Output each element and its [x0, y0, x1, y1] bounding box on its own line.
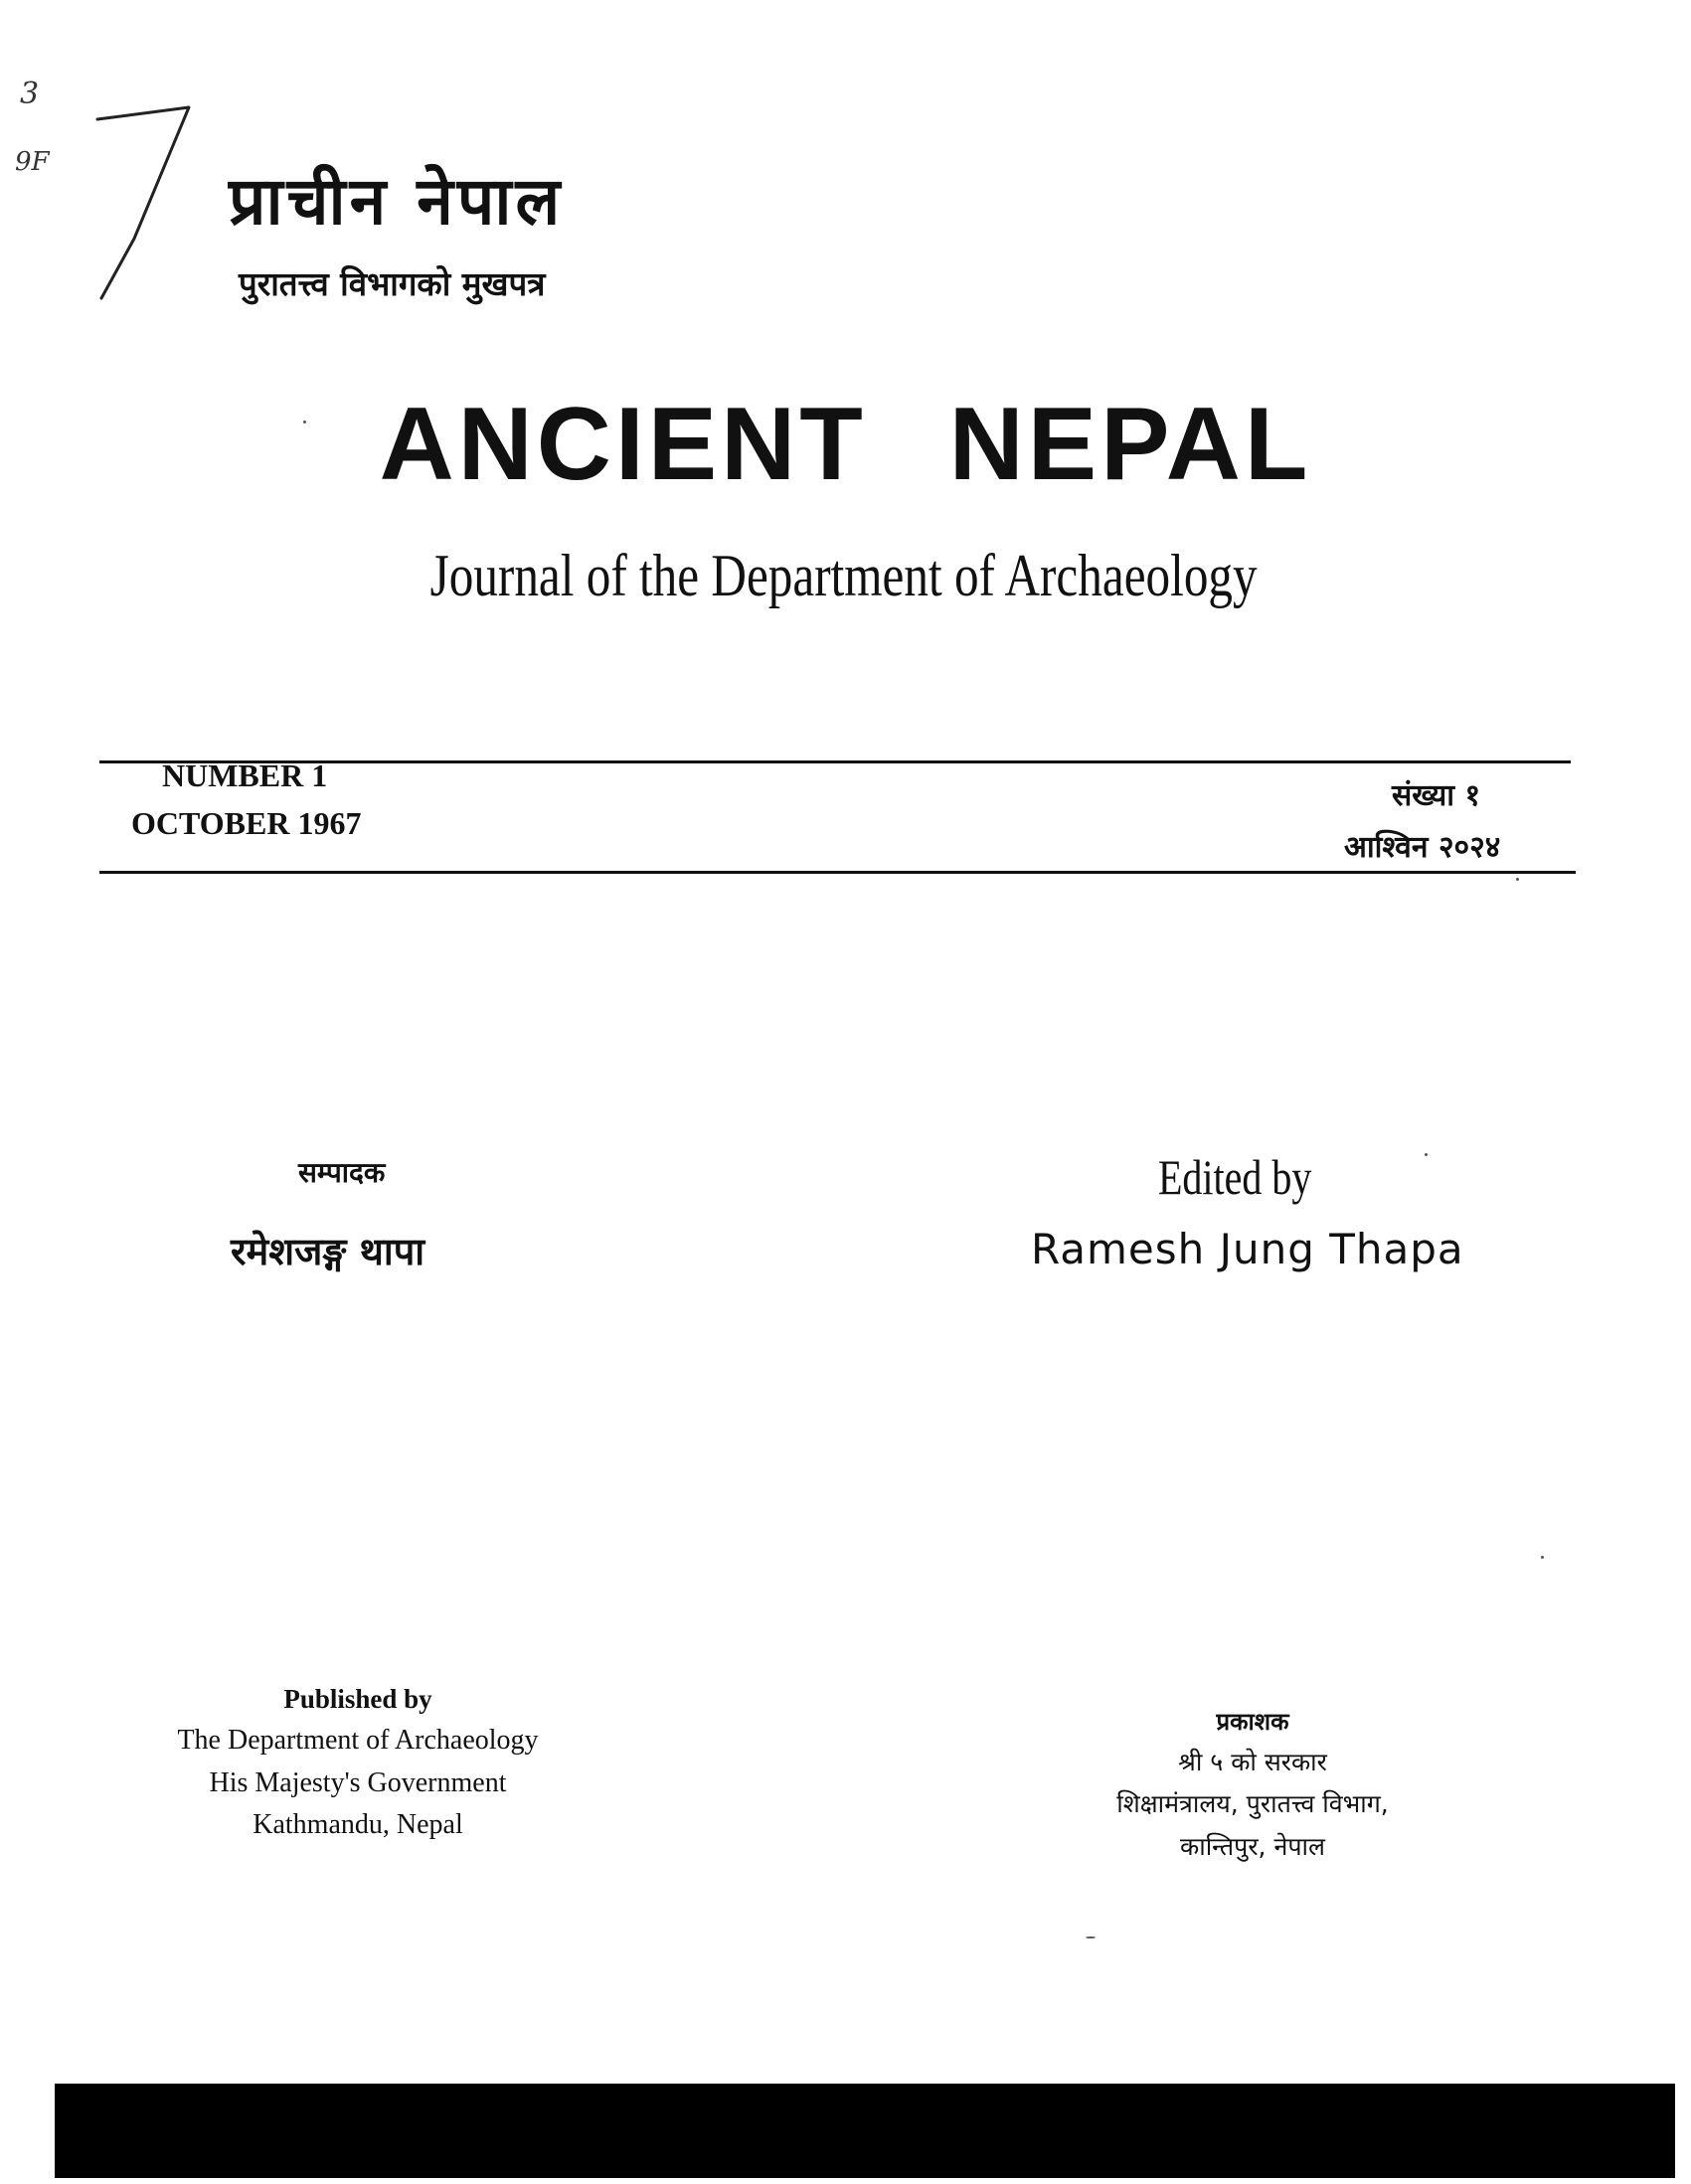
issue-band-bottom-rule	[99, 871, 1576, 874]
handwritten-seven-mark	[89, 99, 199, 308]
issue-date-devanagari: आश्विन २०२४	[1344, 830, 1501, 865]
publisher-line-2-devanagari: शिक्षामंत्रालय, पुरातत्त्व विभाग,	[1116, 1789, 1389, 1818]
masthead-title-english: ANCIENT NEPAL	[379, 387, 1312, 502]
issue-date-english: OCTOBER 1967	[131, 805, 362, 841]
editor-name-english: Ramesh Jung Thapa	[1031, 1225, 1464, 1273]
masthead-subtitle-devanagari: पुरातत्त्व विभागको मुखपत्र	[239, 264, 546, 303]
handwritten-mark-9f: 9F	[15, 147, 50, 177]
publisher-line-3-devanagari: कान्तिपुर, नेपाल	[1180, 1832, 1325, 1861]
scan-speck	[1086, 1936, 1096, 1938]
scan-speck	[1425, 1153, 1428, 1156]
publisher-label-devanagari: प्रकाशक	[1216, 1708, 1289, 1736]
footer-black-bar	[55, 2084, 1675, 2178]
masthead-subtitle-english: Journal of the Department of Archaeology	[429, 543, 1258, 608]
editor-label-english: Edited by	[1158, 1149, 1312, 1205]
scan-speck	[1516, 878, 1519, 881]
publisher-line-2-english: His Majesty's Government	[209, 1767, 507, 1798]
handwritten-mark-3: 3	[20, 77, 40, 111]
issue-number-devanagari: संख्या १	[1392, 778, 1481, 813]
publisher-line-1-devanagari: श्री ५ को सरकार	[1178, 1748, 1327, 1776]
masthead-title-devanagari: प्राचीन नेपाल	[229, 163, 565, 240]
editor-label-devanagari: सम्पादक	[298, 1156, 386, 1189]
issue-number-english: NUMBER 1	[162, 757, 328, 793]
publisher-line-3-english: Kathmandu, Nepal	[253, 1809, 463, 1840]
scan-speck	[1541, 1556, 1544, 1559]
scan-speck	[303, 420, 306, 423]
publisher-label-english: Published by	[283, 1684, 432, 1714]
publisher-line-1-english: The Department of Archaeology	[177, 1725, 539, 1756]
editor-name-devanagari: रमेशजङ्ग थापा	[231, 1230, 425, 1273]
